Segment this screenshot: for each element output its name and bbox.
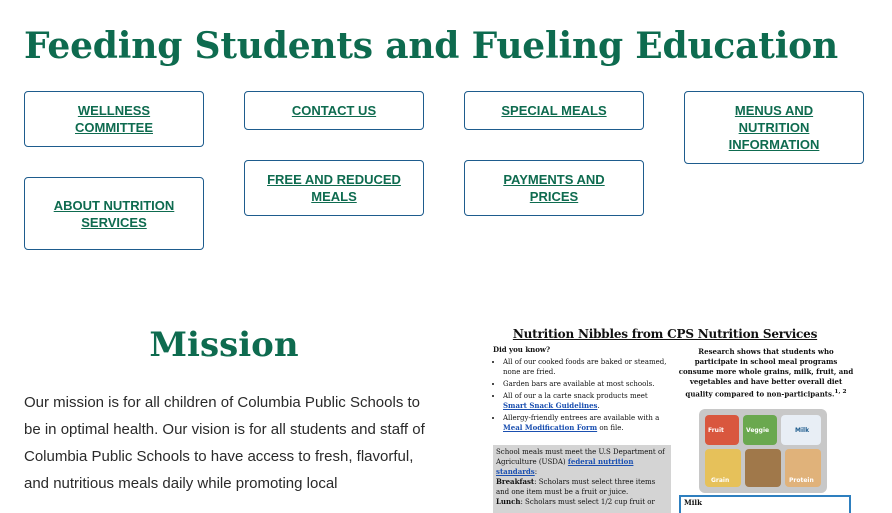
flyer-bullet: • All of our a la carte snack products meet Smart Snack Guidelines.	[503, 391, 671, 411]
flyer-research: Research shows that students who participate in school meal programs consume more whole grains, milk, fruit, and vegetables and have better overall diet quality compared to non-participants.$^{1, 2}$	[678, 347, 854, 399]
tray-protein: Protein	[785, 449, 821, 487]
special-meals-button[interactable]: SPECIAL MEALS	[464, 91, 644, 130]
nutrition-nibbles-flyer	[485, 323, 863, 513]
tray-veggie: Veggie	[743, 415, 777, 445]
flyer-meal-standards: School meals must meet the U.S Department of Agriculture (USDA) federal nutrition standards: Breakfast: Scholars must select three items and one item must be a fruit or juice. Lunch: Scholars must select 1/2 cup fruit or	[493, 445, 671, 513]
wellness-committee-button[interactable]: WELLNESS COMMITTEE	[24, 91, 204, 147]
flyer-did-you-know	[493, 345, 671, 435]
meal-tray-illustration	[699, 409, 827, 493]
mission-heading: Mission	[149, 325, 299, 365]
flyer-bullet: • All of our cooked foods are baked or steamed, none are fried.	[503, 357, 671, 377]
flyer-milk-box: Milk	[679, 495, 851, 513]
page-title: Feeding Students and Fueling Education	[24, 25, 838, 67]
tray-grain: Grain	[705, 449, 741, 487]
smart-snack-link: Smart Snack Guidelines	[503, 401, 598, 410]
tray-milk: Milk	[781, 415, 821, 445]
free-reduced-meals-button[interactable]: FREE AND REDUCED MEALS	[244, 160, 424, 216]
flyer-bullet: • Allergy-friendly entrees are available with a Meal Modification Form on file.	[503, 413, 671, 433]
tray-fruit: Fruit	[705, 415, 739, 445]
contact-us-button[interactable]: CONTACT US	[244, 91, 424, 130]
tray-main	[745, 449, 781, 487]
meal-modification-link: Meal Modification Form	[503, 423, 598, 432]
flyer-bullet: • Garden bars are available at most schools.	[503, 379, 671, 389]
federal-standards-link: federal nutrition standards	[496, 457, 634, 476]
payments-prices-button[interactable]: PAYMENTS AND PRICES	[464, 160, 644, 216]
mission-text: Our mission is for all children of Columbia Public Schools to be in optimal health. Our vision is for all students and staff of Columbia Public Schools to have access to fresh, flavorful, and nutritious meals daily while promoting local	[24, 394, 425, 492]
flyer-question: Did you know?	[493, 345, 551, 354]
about-nutrition-button[interactable]: ABOUT NUTRITION SERVICES	[24, 177, 204, 250]
flyer-title: Nutrition Nibbles from CPS Nutrition Services	[512, 327, 818, 341]
menus-nutrition-button[interactable]: MENUS AND NUTRITION INFORMATION	[684, 91, 864, 164]
